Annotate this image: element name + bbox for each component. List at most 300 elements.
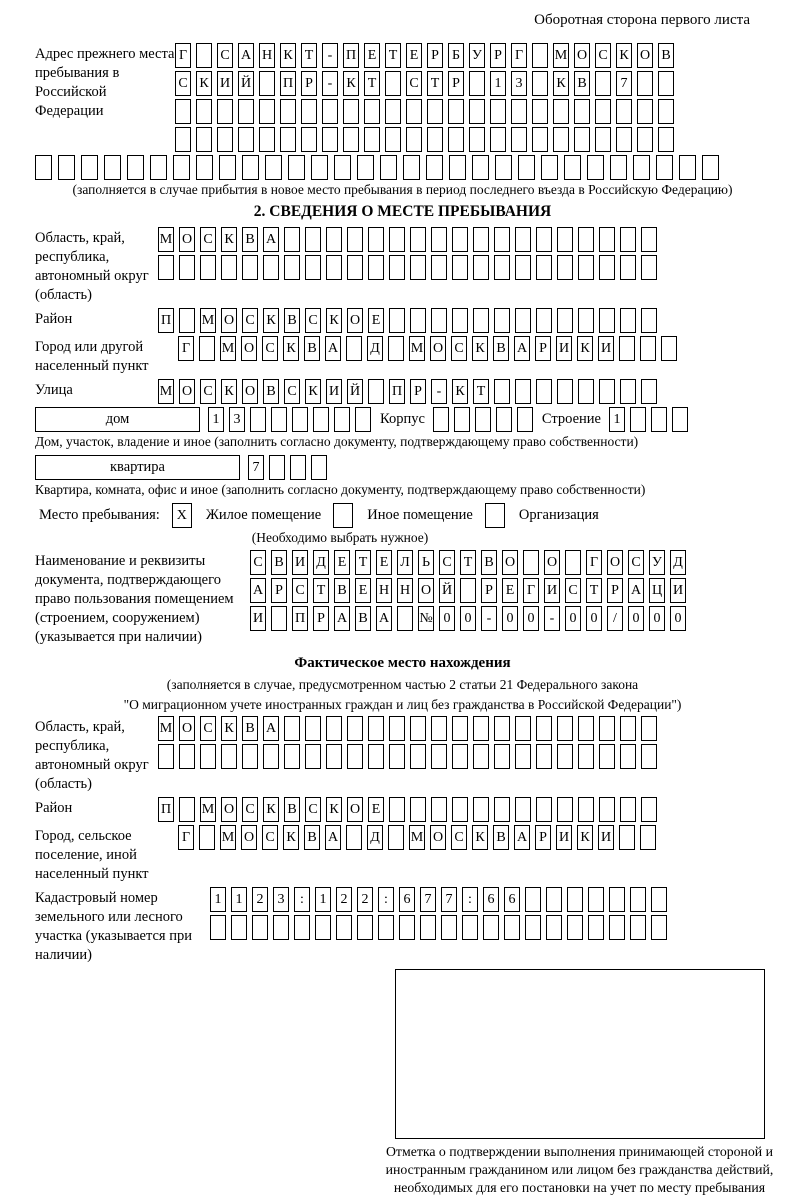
- char-cell[interactable]: [641, 744, 657, 769]
- char-cell[interactable]: [469, 127, 485, 152]
- char-cell[interactable]: [385, 99, 401, 124]
- char-cell[interactable]: М: [200, 308, 216, 333]
- char-cell[interactable]: [578, 379, 594, 404]
- char-cell[interactable]: С: [262, 336, 278, 361]
- char-cell[interactable]: [599, 716, 615, 741]
- char-cell[interactable]: [368, 744, 384, 769]
- char-cell[interactable]: Н: [397, 578, 413, 603]
- char-cell[interactable]: [454, 407, 470, 432]
- char-cell[interactable]: [334, 155, 351, 180]
- char-cell[interactable]: Р: [427, 43, 443, 68]
- char-cell[interactable]: [389, 255, 405, 280]
- char-cell[interactable]: [265, 155, 282, 180]
- char-cell[interactable]: [399, 915, 415, 940]
- char-cell[interactable]: К: [553, 71, 569, 96]
- char-cell[interactable]: С: [284, 379, 300, 404]
- char-cell[interactable]: 7: [420, 887, 436, 912]
- char-cell[interactable]: Г: [511, 43, 527, 68]
- char-cell[interactable]: А: [376, 606, 392, 631]
- char-cell[interactable]: 0: [649, 606, 665, 631]
- char-cell[interactable]: [431, 744, 447, 769]
- char-cell[interactable]: [284, 255, 300, 280]
- char-cell[interactable]: [532, 99, 548, 124]
- char-cell[interactable]: [518, 155, 535, 180]
- char-cell[interactable]: Р: [607, 578, 623, 603]
- char-cell[interactable]: С: [595, 43, 611, 68]
- char-cell[interactable]: Н: [376, 578, 392, 603]
- char-cell[interactable]: С: [451, 825, 467, 850]
- char-cell[interactable]: А: [250, 578, 266, 603]
- char-cell[interactable]: С: [305, 308, 321, 333]
- char-cell[interactable]: [574, 127, 590, 152]
- char-cell[interactable]: К: [221, 379, 237, 404]
- char-cell[interactable]: [315, 915, 331, 940]
- char-cell[interactable]: А: [334, 606, 350, 631]
- char-cell[interactable]: Й: [238, 71, 254, 96]
- char-cell[interactable]: К: [196, 71, 212, 96]
- residential-checkbox[interactable]: X: [172, 503, 192, 528]
- char-cell[interactable]: [271, 407, 287, 432]
- char-cell[interactable]: [494, 744, 510, 769]
- char-cell[interactable]: [301, 99, 317, 124]
- char-cell[interactable]: 6: [483, 887, 499, 912]
- char-cell[interactable]: -: [322, 43, 338, 68]
- char-cell[interactable]: [557, 227, 573, 252]
- char-cell[interactable]: А: [263, 716, 279, 741]
- char-cell[interactable]: [179, 744, 195, 769]
- char-cell[interactable]: С: [565, 578, 581, 603]
- char-cell[interactable]: К: [472, 336, 488, 361]
- char-cell[interactable]: С: [305, 797, 321, 822]
- char-cell[interactable]: [179, 308, 195, 333]
- char-cell[interactable]: [515, 379, 531, 404]
- char-cell[interactable]: [292, 407, 308, 432]
- char-cell[interactable]: [567, 915, 583, 940]
- char-cell[interactable]: [280, 99, 296, 124]
- char-cell[interactable]: [221, 255, 237, 280]
- char-cell[interactable]: [620, 255, 636, 280]
- char-cell[interactable]: [347, 716, 363, 741]
- char-cell[interactable]: [334, 407, 350, 432]
- char-cell[interactable]: Р: [535, 825, 551, 850]
- char-cell[interactable]: [346, 336, 362, 361]
- char-cell[interactable]: О: [637, 43, 653, 68]
- char-cell[interactable]: [217, 127, 233, 152]
- char-cell[interactable]: К: [472, 825, 488, 850]
- char-cell[interactable]: У: [469, 43, 485, 68]
- char-cell[interactable]: [343, 127, 359, 152]
- char-cell[interactable]: [326, 227, 342, 252]
- char-cell[interactable]: [515, 308, 531, 333]
- char-cell[interactable]: Г: [178, 336, 194, 361]
- char-cell[interactable]: А: [263, 227, 279, 252]
- char-cell[interactable]: А: [325, 825, 341, 850]
- char-cell[interactable]: [536, 308, 552, 333]
- char-cell[interactable]: [620, 744, 636, 769]
- char-cell[interactable]: О: [241, 825, 257, 850]
- char-cell[interactable]: 0: [670, 606, 686, 631]
- char-cell[interactable]: [641, 716, 657, 741]
- char-cell[interactable]: [431, 797, 447, 822]
- char-cell[interactable]: [536, 255, 552, 280]
- char-cell[interactable]: [595, 99, 611, 124]
- char-cell[interactable]: [483, 915, 499, 940]
- char-cell[interactable]: К: [577, 336, 593, 361]
- char-cell[interactable]: [452, 308, 468, 333]
- char-cell[interactable]: Р: [481, 578, 497, 603]
- char-cell[interactable]: [259, 127, 275, 152]
- char-cell[interactable]: М: [553, 43, 569, 68]
- char-cell[interactable]: [389, 744, 405, 769]
- char-cell[interactable]: [515, 716, 531, 741]
- char-cell[interactable]: В: [284, 308, 300, 333]
- char-cell[interactable]: [587, 155, 604, 180]
- char-cell[interactable]: В: [242, 227, 258, 252]
- char-cell[interactable]: 1: [315, 887, 331, 912]
- char-cell[interactable]: К: [283, 825, 299, 850]
- char-cell[interactable]: 7: [248, 455, 264, 480]
- char-cell[interactable]: [219, 155, 236, 180]
- char-cell[interactable]: [250, 407, 266, 432]
- char-cell[interactable]: Г: [586, 550, 602, 575]
- char-cell[interactable]: В: [271, 550, 287, 575]
- char-cell[interactable]: О: [502, 550, 518, 575]
- char-cell[interactable]: 0: [460, 606, 476, 631]
- char-cell[interactable]: [357, 915, 373, 940]
- char-cell[interactable]: П: [280, 71, 296, 96]
- char-cell[interactable]: [343, 99, 359, 124]
- char-cell[interactable]: 3: [511, 71, 527, 96]
- char-cell[interactable]: К: [326, 797, 342, 822]
- char-cell[interactable]: 7: [441, 887, 457, 912]
- char-cell[interactable]: [311, 455, 327, 480]
- char-cell[interactable]: [196, 43, 212, 68]
- char-cell[interactable]: [452, 227, 468, 252]
- char-cell[interactable]: 1: [490, 71, 506, 96]
- char-cell[interactable]: О: [430, 825, 446, 850]
- char-cell[interactable]: [368, 716, 384, 741]
- char-cell[interactable]: Й: [439, 578, 455, 603]
- char-cell[interactable]: И: [217, 71, 233, 96]
- char-cell[interactable]: [651, 915, 667, 940]
- char-cell[interactable]: С: [451, 336, 467, 361]
- char-cell[interactable]: [410, 797, 426, 822]
- char-cell[interactable]: 0: [565, 606, 581, 631]
- char-cell[interactable]: [496, 407, 512, 432]
- char-cell[interactable]: [217, 99, 233, 124]
- char-cell[interactable]: О: [347, 308, 363, 333]
- char-cell[interactable]: К: [452, 379, 468, 404]
- char-cell[interactable]: В: [493, 336, 509, 361]
- char-cell[interactable]: [460, 578, 476, 603]
- char-cell[interactable]: [490, 127, 506, 152]
- char-cell[interactable]: [595, 127, 611, 152]
- char-cell[interactable]: [651, 887, 667, 912]
- char-cell[interactable]: К: [305, 379, 321, 404]
- char-cell[interactable]: [661, 336, 677, 361]
- char-cell[interactable]: П: [292, 606, 308, 631]
- char-cell[interactable]: [420, 915, 436, 940]
- char-cell[interactable]: К: [263, 308, 279, 333]
- char-cell[interactable]: [588, 915, 604, 940]
- char-cell[interactable]: [619, 825, 635, 850]
- char-cell[interactable]: [179, 797, 195, 822]
- char-cell[interactable]: [619, 336, 635, 361]
- char-cell[interactable]: М: [220, 336, 236, 361]
- char-cell[interactable]: [536, 744, 552, 769]
- char-cell[interactable]: Д: [367, 336, 383, 361]
- char-cell[interactable]: В: [481, 550, 497, 575]
- char-cell[interactable]: [473, 227, 489, 252]
- char-cell[interactable]: Е: [502, 578, 518, 603]
- char-cell[interactable]: У: [649, 550, 665, 575]
- char-cell[interactable]: [599, 379, 615, 404]
- char-cell[interactable]: [368, 379, 384, 404]
- char-cell[interactable]: [200, 744, 216, 769]
- char-cell[interactable]: М: [158, 379, 174, 404]
- char-cell[interactable]: К: [326, 308, 342, 333]
- char-cell[interactable]: [473, 308, 489, 333]
- char-cell[interactable]: [238, 127, 254, 152]
- char-cell[interactable]: [541, 155, 558, 180]
- char-cell[interactable]: 7: [616, 71, 632, 96]
- char-cell[interactable]: Е: [355, 578, 371, 603]
- char-cell[interactable]: 6: [399, 887, 415, 912]
- char-cell[interactable]: 1: [609, 407, 625, 432]
- char-cell[interactable]: [385, 127, 401, 152]
- char-cell[interactable]: К: [221, 227, 237, 252]
- char-cell[interactable]: [473, 744, 489, 769]
- char-cell[interactable]: [389, 797, 405, 822]
- char-cell[interactable]: [637, 127, 653, 152]
- char-cell[interactable]: [599, 744, 615, 769]
- char-cell[interactable]: [273, 915, 289, 940]
- char-cell[interactable]: [242, 744, 258, 769]
- char-cell[interactable]: [536, 227, 552, 252]
- char-cell[interactable]: [565, 550, 581, 575]
- char-cell[interactable]: [620, 716, 636, 741]
- char-cell[interactable]: [364, 127, 380, 152]
- char-cell[interactable]: [494, 255, 510, 280]
- char-cell[interactable]: И: [292, 550, 308, 575]
- char-cell[interactable]: О: [544, 550, 560, 575]
- char-cell[interactable]: [326, 744, 342, 769]
- char-cell[interactable]: [616, 127, 632, 152]
- char-cell[interactable]: [473, 716, 489, 741]
- char-cell[interactable]: О: [347, 797, 363, 822]
- apartment-type-box[interactable]: квартира: [35, 455, 240, 480]
- char-cell[interactable]: [210, 915, 226, 940]
- char-cell[interactable]: Р: [448, 71, 464, 96]
- char-cell[interactable]: [609, 887, 625, 912]
- char-cell[interactable]: А: [514, 825, 530, 850]
- char-cell[interactable]: [658, 71, 674, 96]
- char-cell[interactable]: [651, 407, 667, 432]
- char-cell[interactable]: [410, 255, 426, 280]
- char-cell[interactable]: [546, 915, 562, 940]
- char-cell[interactable]: Т: [313, 578, 329, 603]
- char-cell[interactable]: [574, 99, 590, 124]
- char-cell[interactable]: -: [322, 71, 338, 96]
- char-cell[interactable]: [536, 716, 552, 741]
- char-cell[interactable]: [347, 744, 363, 769]
- char-cell[interactable]: О: [607, 550, 623, 575]
- char-cell[interactable]: [196, 127, 212, 152]
- char-cell[interactable]: [462, 915, 478, 940]
- char-cell[interactable]: -: [544, 606, 560, 631]
- organization-checkbox[interactable]: [485, 503, 505, 528]
- char-cell[interactable]: С: [200, 379, 216, 404]
- char-cell[interactable]: [515, 797, 531, 822]
- char-cell[interactable]: [494, 797, 510, 822]
- char-cell[interactable]: [595, 71, 611, 96]
- char-cell[interactable]: Р: [410, 379, 426, 404]
- char-cell[interactable]: [610, 155, 627, 180]
- char-cell[interactable]: [679, 155, 696, 180]
- char-cell[interactable]: [410, 308, 426, 333]
- char-cell[interactable]: [200, 255, 216, 280]
- char-cell[interactable]: [557, 255, 573, 280]
- char-cell[interactable]: [637, 71, 653, 96]
- char-cell[interactable]: [578, 716, 594, 741]
- char-cell[interactable]: Т: [427, 71, 443, 96]
- char-cell[interactable]: К: [263, 797, 279, 822]
- char-cell[interactable]: О: [179, 716, 195, 741]
- char-cell[interactable]: [564, 155, 581, 180]
- char-cell[interactable]: [284, 227, 300, 252]
- char-cell[interactable]: [305, 255, 321, 280]
- char-cell[interactable]: [426, 155, 443, 180]
- char-cell[interactable]: №: [418, 606, 434, 631]
- char-cell[interactable]: [599, 227, 615, 252]
- char-cell[interactable]: К: [343, 71, 359, 96]
- char-cell[interactable]: [656, 155, 673, 180]
- char-cell[interactable]: В: [263, 379, 279, 404]
- char-cell[interactable]: 1: [208, 407, 224, 432]
- char-cell[interactable]: [127, 155, 144, 180]
- char-cell[interactable]: :: [378, 887, 394, 912]
- char-cell[interactable]: 0: [628, 606, 644, 631]
- char-cell[interactable]: [567, 887, 583, 912]
- char-cell[interactable]: 2: [252, 887, 268, 912]
- char-cell[interactable]: [495, 155, 512, 180]
- char-cell[interactable]: О: [221, 308, 237, 333]
- char-cell[interactable]: [199, 336, 215, 361]
- char-cell[interactable]: [322, 99, 338, 124]
- char-cell[interactable]: Т: [301, 43, 317, 68]
- char-cell[interactable]: [433, 407, 449, 432]
- char-cell[interactable]: [449, 155, 466, 180]
- char-cell[interactable]: :: [294, 887, 310, 912]
- char-cell[interactable]: [322, 127, 338, 152]
- char-cell[interactable]: [517, 407, 533, 432]
- char-cell[interactable]: К: [577, 825, 593, 850]
- char-cell[interactable]: [431, 716, 447, 741]
- char-cell[interactable]: [355, 407, 371, 432]
- char-cell[interactable]: [557, 744, 573, 769]
- char-cell[interactable]: [475, 407, 491, 432]
- char-cell[interactable]: [431, 227, 447, 252]
- char-cell[interactable]: [326, 255, 342, 280]
- char-cell[interactable]: [231, 915, 247, 940]
- char-cell[interactable]: [403, 155, 420, 180]
- char-cell[interactable]: [578, 797, 594, 822]
- char-cell[interactable]: Е: [406, 43, 422, 68]
- char-cell[interactable]: М: [158, 227, 174, 252]
- char-cell[interactable]: О: [221, 797, 237, 822]
- char-cell[interactable]: [515, 255, 531, 280]
- char-cell[interactable]: Г: [523, 578, 539, 603]
- char-cell[interactable]: [346, 825, 362, 850]
- char-cell[interactable]: [641, 379, 657, 404]
- char-cell[interactable]: [347, 255, 363, 280]
- char-cell[interactable]: [389, 308, 405, 333]
- char-cell[interactable]: С: [200, 716, 216, 741]
- char-cell[interactable]: Г: [178, 825, 194, 850]
- char-cell[interactable]: О: [574, 43, 590, 68]
- char-cell[interactable]: [368, 255, 384, 280]
- char-cell[interactable]: [448, 127, 464, 152]
- char-cell[interactable]: Б: [448, 43, 464, 68]
- char-cell[interactable]: [532, 43, 548, 68]
- char-cell[interactable]: Р: [301, 71, 317, 96]
- char-cell[interactable]: [104, 155, 121, 180]
- char-cell[interactable]: [640, 825, 656, 850]
- char-cell[interactable]: /: [607, 606, 623, 631]
- house-type-box[interactable]: дом: [35, 407, 200, 432]
- char-cell[interactable]: О: [242, 379, 258, 404]
- char-cell[interactable]: [431, 255, 447, 280]
- char-cell[interactable]: [385, 71, 401, 96]
- char-cell[interactable]: К: [616, 43, 632, 68]
- char-cell[interactable]: [672, 407, 688, 432]
- char-cell[interactable]: Д: [367, 825, 383, 850]
- char-cell[interactable]: Р: [313, 606, 329, 631]
- char-cell[interactable]: [311, 155, 328, 180]
- char-cell[interactable]: [641, 797, 657, 822]
- char-cell[interactable]: Е: [364, 43, 380, 68]
- char-cell[interactable]: И: [326, 379, 342, 404]
- other-premises-checkbox[interactable]: [333, 503, 353, 528]
- char-cell[interactable]: [641, 227, 657, 252]
- char-cell[interactable]: [305, 716, 321, 741]
- char-cell[interactable]: Т: [385, 43, 401, 68]
- char-cell[interactable]: К: [280, 43, 296, 68]
- char-cell[interactable]: 0: [439, 606, 455, 631]
- char-cell[interactable]: [259, 71, 275, 96]
- char-cell[interactable]: В: [304, 825, 320, 850]
- char-cell[interactable]: В: [334, 578, 350, 603]
- char-cell[interactable]: [448, 99, 464, 124]
- char-cell[interactable]: [284, 744, 300, 769]
- char-cell[interactable]: 2: [357, 887, 373, 912]
- char-cell[interactable]: [630, 915, 646, 940]
- char-cell[interactable]: [357, 155, 374, 180]
- char-cell[interactable]: [452, 255, 468, 280]
- char-cell[interactable]: О: [179, 227, 195, 252]
- char-cell[interactable]: В: [304, 336, 320, 361]
- char-cell[interactable]: И: [670, 578, 686, 603]
- char-cell[interactable]: С: [292, 578, 308, 603]
- char-cell[interactable]: И: [544, 578, 560, 603]
- char-cell[interactable]: [557, 716, 573, 741]
- char-cell[interactable]: [301, 127, 317, 152]
- char-cell[interactable]: [238, 99, 254, 124]
- char-cell[interactable]: [532, 127, 548, 152]
- char-cell[interactable]: [473, 255, 489, 280]
- char-cell[interactable]: Р: [535, 336, 551, 361]
- char-cell[interactable]: [588, 887, 604, 912]
